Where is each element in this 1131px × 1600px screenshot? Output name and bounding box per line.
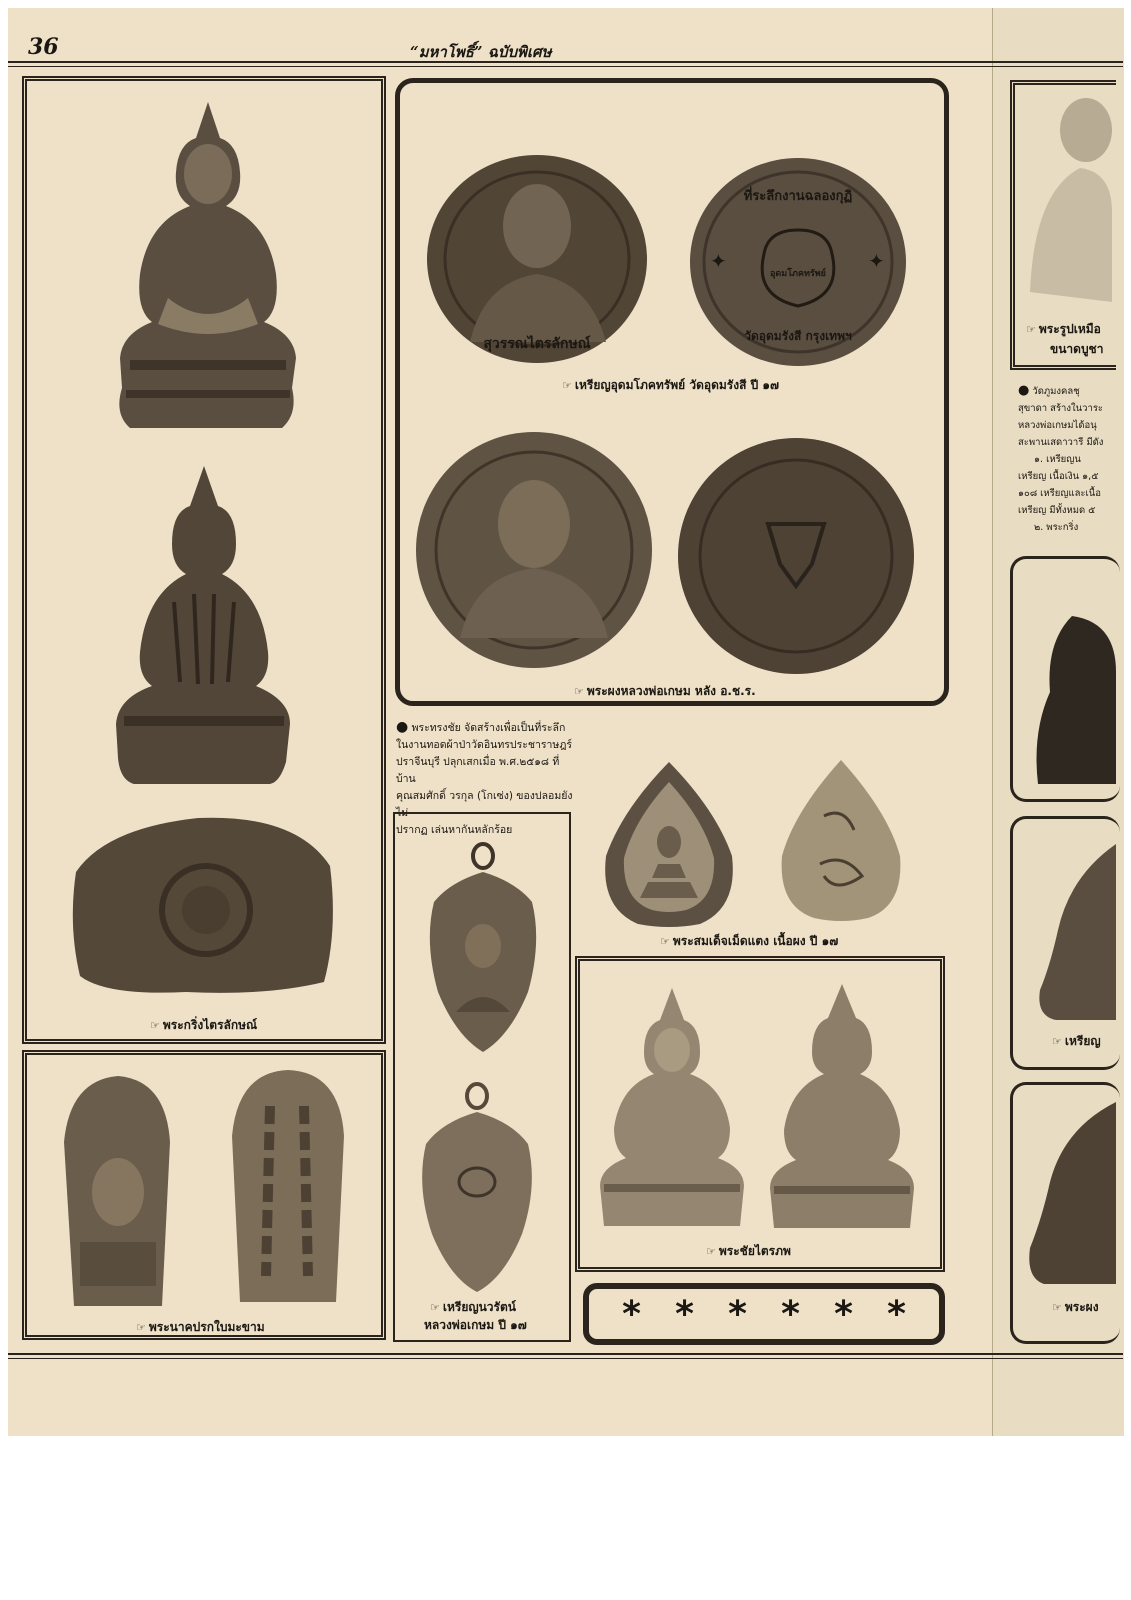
caption-text: พระนาคปรกใบมะขาม <box>148 1320 265 1334</box>
paragraph-line: ในงานทอดผ้าป่าวัดอินทรประชาราษฎร์ <box>396 739 573 751</box>
star-icon: * <box>781 1293 800 1335</box>
naga-amulet-front-photo <box>58 1072 176 1312</box>
caption-text: เหรียญอุดมโภคทรัพย์ วัดอุดมรังสี ปี ๑๗ <box>574 378 780 392</box>
right-column-text <box>1018 382 1118 536</box>
coin-inscription: สุวรรณไตรลักษณ์ <box>483 336 591 352</box>
caption-kring-trailak <box>150 1016 257 1035</box>
bullet-icon: ● <box>1018 383 1030 398</box>
coin-udom-front-photo <box>424 152 650 366</box>
text-line: หลวงพ่อเกษมได้อนุ <box>1018 420 1097 431</box>
buddha-statue-front-photo <box>108 98 308 434</box>
caption-text: พระผง <box>1064 1300 1099 1314</box>
caption-naga-prok <box>136 1318 265 1337</box>
text-line: ๒. พระกริ่ง <box>1034 522 1079 533</box>
caption-text: พระกริ่งไตรลักษณ์ <box>162 1018 258 1032</box>
text-line: สุขาดา สร้างในวาระ <box>1018 403 1104 414</box>
text-fragment: วัดภูมงคลชุ <box>1032 386 1080 397</box>
right-statue-photo <box>1032 612 1116 788</box>
text-line <box>1018 382 1118 400</box>
caption-nawarat-line2: หลวงพ่อเกษม ปี ๑๗ <box>424 1318 527 1332</box>
paragraph-line: ปรากฏ เล่นหากันหลักร้อย <box>396 824 513 836</box>
pointing-hand-icon: ☞ <box>1052 1035 1062 1048</box>
caption-rupmuen-line1 <box>1026 320 1101 339</box>
caption-text: พระสมเด็จเม็ดแตง เนื้อผง ปี ๑๗ <box>672 934 839 948</box>
paragraph-text: พระทรงชัย จัดสร้างเพื่อเป็นที่ระลึก <box>411 722 566 734</box>
medal-front-photo <box>420 842 546 1056</box>
caption-text: เหรียญ <box>1064 1034 1101 1048</box>
svg-text:✦: ✦ <box>710 249 727 273</box>
star-icon: * <box>728 1293 747 1335</box>
header-rule-thin <box>8 66 1123 67</box>
coin-inscription: ที่ระลึกงานฉลองกุฏิ <box>743 189 853 204</box>
caption-chai-traiphop <box>706 1242 791 1261</box>
page-number: 36 <box>28 34 59 60</box>
naga-amulet-back-photo <box>226 1066 350 1306</box>
star-icon: * <box>887 1293 906 1335</box>
star-icon: * <box>622 1293 641 1335</box>
pointing-hand-icon: ☞ <box>1026 323 1036 336</box>
medal-back-photo <box>412 1082 542 1296</box>
caption-text: พระชัยไตรภพ <box>718 1244 791 1258</box>
text-line: ๑. เหรียญน <box>1034 454 1081 465</box>
caption-right-phong <box>1052 1298 1099 1317</box>
chai-statue-back-photo <box>764 982 920 1230</box>
right-bell-medal-photo <box>1036 840 1116 1024</box>
coin-inscription: วัดอุดมรังสี กรุงเทพฯ <box>744 329 852 343</box>
right-phong-photo <box>1026 1098 1116 1288</box>
pointing-hand-icon: ☞ <box>430 1301 440 1314</box>
caption-text: พระผงหลวงพ่อเกษม หลัง อ.ช.ร. <box>586 684 756 698</box>
paragraph-line: ปราจีนบุรี ปลุกเสกเมื่อ พ.ศ.๒๕๑๘ ที่บ้าน <box>396 756 560 785</box>
somdej-back-photo <box>774 756 908 924</box>
coin-udom-back-photo <box>688 156 908 368</box>
pointing-hand-icon: ☞ <box>150 1019 160 1032</box>
star-icon: * <box>834 1293 853 1335</box>
paragraph-line <box>396 719 576 737</box>
header-rule <box>8 61 1123 63</box>
footer-rule <box>8 1353 1123 1355</box>
svg-text:✦: ✦ <box>868 249 885 273</box>
running-title: “มหาโพธิ์” ฉบับพิเศษ <box>410 43 552 61</box>
chai-statue-front-photo <box>594 986 750 1230</box>
pointing-hand-icon: ☞ <box>1052 1301 1062 1314</box>
caption-right-medal <box>1052 1032 1101 1051</box>
text-line: ๑๐๘ เหรียญและเนื้อ <box>1018 488 1101 499</box>
text-line: เหรียญ เนื้อเงิน ๑,๕ <box>1018 471 1099 482</box>
paragraph-line: คุณสมศักดิ์ วรกุล (โกเซ่ง) ของปลอมยังไม่ <box>396 790 573 819</box>
pointing-hand-icon: ☞ <box>706 1245 716 1258</box>
coin-kasem-back-photo <box>676 436 916 676</box>
caption-nawarat-line1 <box>430 1298 516 1317</box>
caption-coins-top <box>562 376 779 395</box>
bullet-icon: ● <box>396 719 409 735</box>
caption-somdej <box>660 932 838 951</box>
star-icon: * <box>675 1293 694 1335</box>
footer-rule-thin <box>8 1358 1123 1359</box>
amulet-base-photo <box>66 806 342 998</box>
pointing-hand-icon: ☞ <box>660 935 670 948</box>
caption-text: เหรียญนวรัตน์ <box>442 1300 516 1314</box>
somdej-front-photo <box>598 758 740 930</box>
coin-kasem-front-photo <box>414 430 654 670</box>
monk-statue-photo <box>1020 92 1112 308</box>
stars-divider <box>583 1283 945 1345</box>
text-line: เหรียญ มีทั้งหมด ๕ <box>1018 505 1096 516</box>
caption-rupmuen-line2: ขนาดบูชา <box>1050 342 1104 356</box>
caption-coins-bottom <box>574 682 756 701</box>
pointing-hand-icon: ☞ <box>136 1321 146 1334</box>
pointing-hand-icon: ☞ <box>574 685 584 698</box>
pointing-hand-icon: ☞ <box>562 379 572 392</box>
text-line: สะพานเสดาวารี มีดัง <box>1018 437 1104 448</box>
coin-inscription: อุดมโภคทรัพย์ <box>770 269 826 279</box>
caption-text: พระรูปเหมือ <box>1038 322 1101 336</box>
buddha-statue-back-photo <box>104 462 304 790</box>
